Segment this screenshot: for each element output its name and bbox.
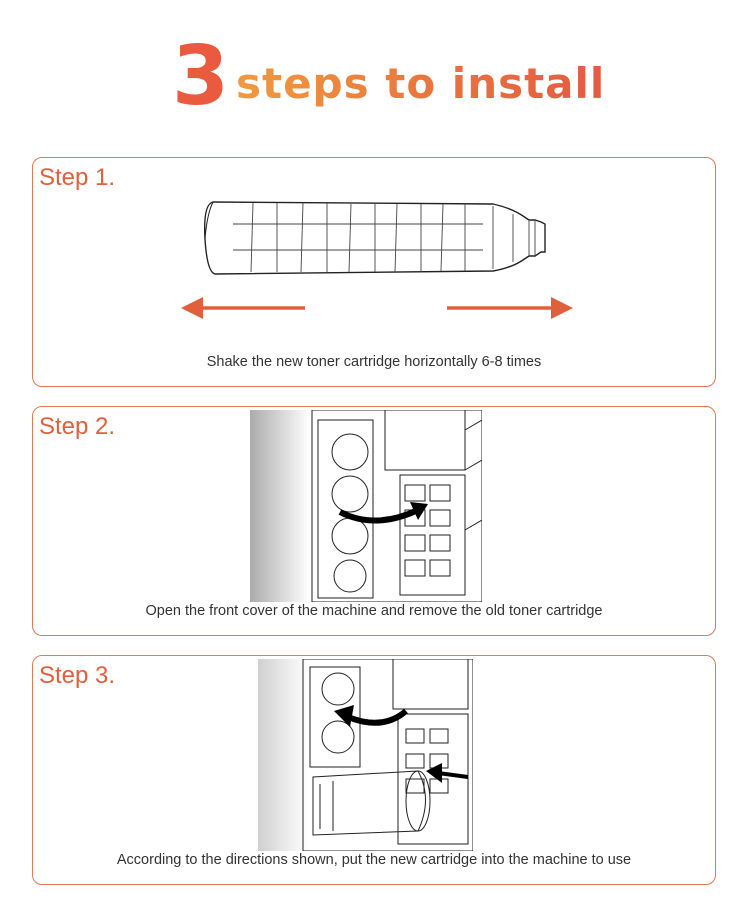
arrow-left-icon [179, 294, 309, 322]
step-3-card [32, 655, 716, 885]
arrow-right-icon [445, 294, 575, 322]
page-title: steps to install [236, 59, 606, 108]
steps-count: 3 [172, 29, 230, 124]
step-2-label: Step 2. [39, 413, 116, 440]
step-2-caption: Open the front cover of the machine and remove the old toner cartridge [145, 603, 603, 619]
step-3-caption: According to the directions shown, put the new cartridge into the machine to use [116, 852, 632, 868]
toner-cartridge-illustration [193, 194, 553, 284]
step-1-label: Step 1. [39, 164, 116, 191]
step-1-caption: Shake the new toner cartridge horizontally 6-8 times [206, 354, 542, 370]
step-1-card [32, 157, 716, 387]
page-header [0, 30, 750, 130]
step-2-card [32, 406, 716, 636]
insert-cartridge-illustration [258, 659, 473, 851]
open-printer-illustration [250, 410, 482, 602]
step-3-label: Step 3. [39, 662, 116, 689]
